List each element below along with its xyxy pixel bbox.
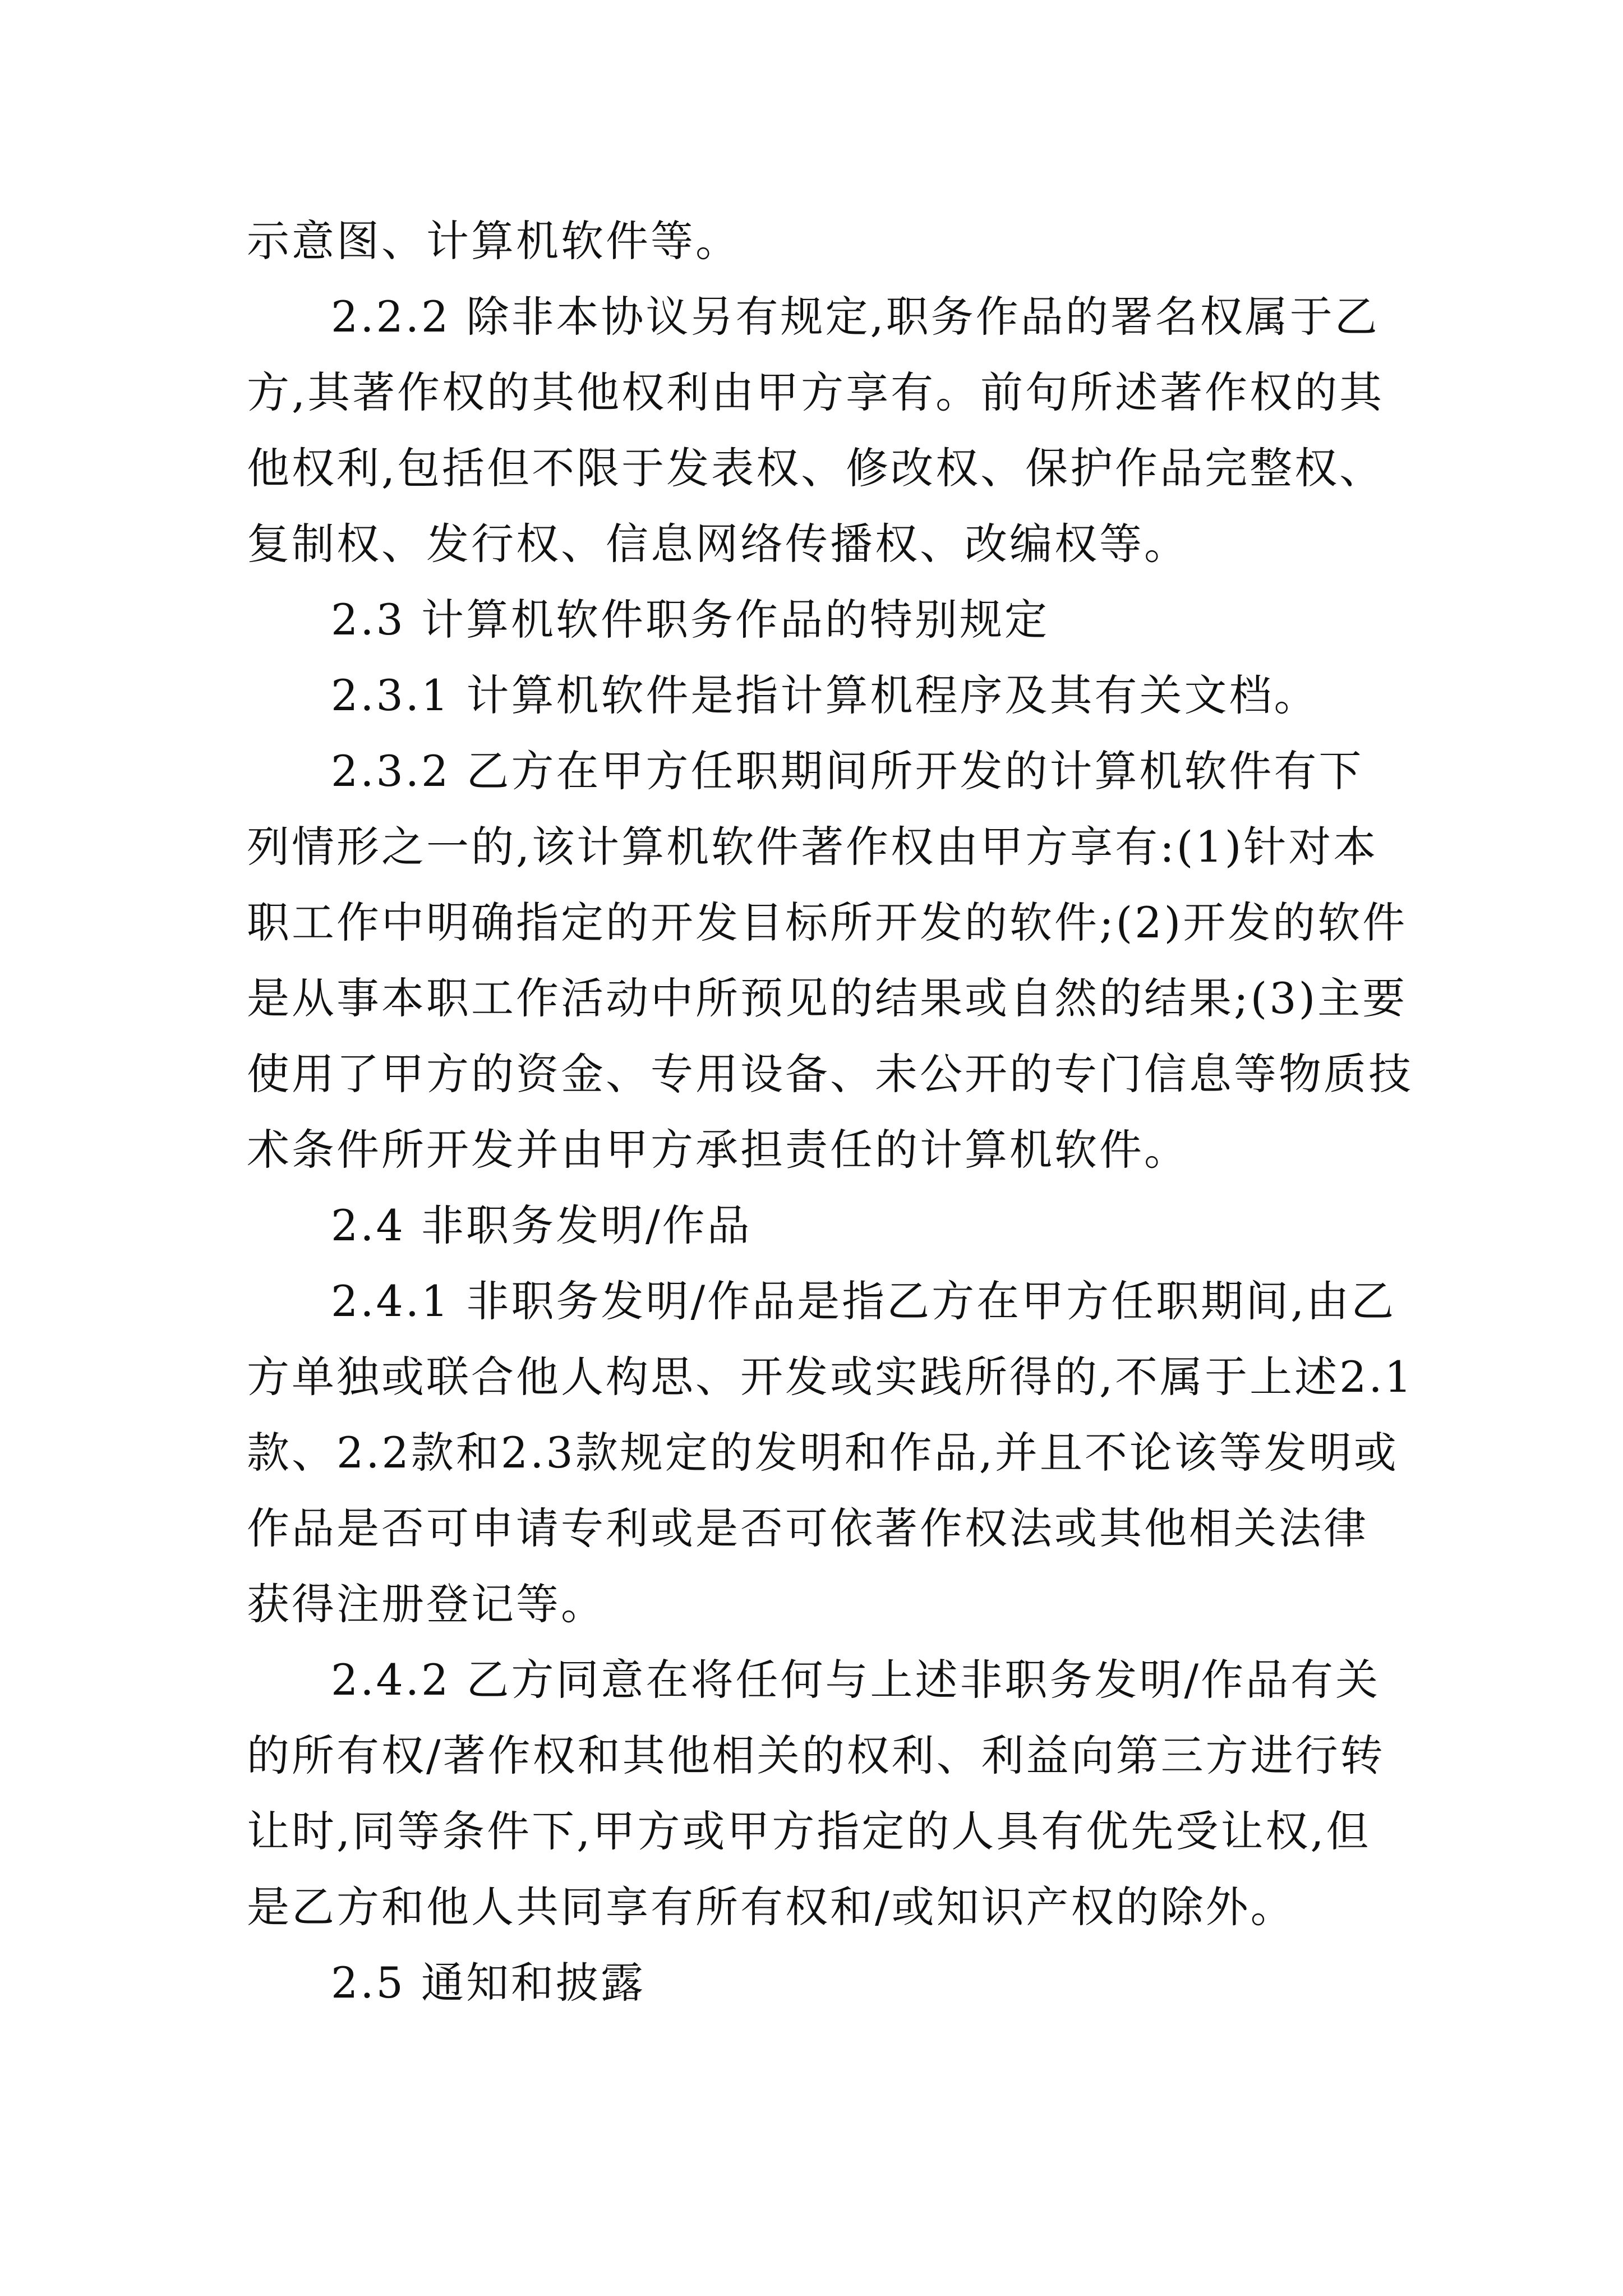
section-heading-2-5: 2.5 通知和披露 — [331, 1958, 646, 2008]
text-line: 职工作中明确指定的开发目标所开发的软件;(2)开发的软件 — [247, 898, 1408, 947]
text-line: 是乙方和他人共同享有所有权和/或知识产权的除外。 — [247, 1882, 1295, 1932]
text-line: 款、2.2款和2.3款规定的发明和作品,并且不论该等发明或 — [247, 1428, 1399, 1478]
clause-2-3-2: 2.3.2 乙方在甲方任职期间所开发的计算机软件有下 — [331, 746, 1364, 796]
text-line: 让时,同等条件下,甲方或甲方指定的人具有优先受让权,但 — [247, 1806, 1371, 1856]
text-line: 列情形之一的,该计算机软件著作权由甲方享有:(1)针对本 — [247, 822, 1378, 872]
clause-2-2-2: 2.2.2 除非本协议另有规定,职务作品的署名权属于乙 — [331, 292, 1380, 342]
text-line: 作品是否可申请专利或是否可依著作权法或其他相关法律 — [247, 1503, 1368, 1553]
text-line: 的所有权/著作权和其他相关的权利、利益向第三方进行转 — [247, 1731, 1385, 1780]
text-line: 术条件所开发并由甲方承担责任的计算机软件。 — [247, 1125, 1189, 1175]
text-line: 复制权、发行权、信息网络传播权、改编权等。 — [247, 519, 1189, 569]
section-heading-2-4: 2.4 非职务发明/作品 — [331, 1200, 752, 1250]
clause-2-4-2: 2.4.2 乙方同意在将任何与上述非职务发明/作品有关 — [331, 1655, 1381, 1705]
text-line: 他权利,包括但不限于发表权、修改权、保护作品完整权、 — [247, 443, 1385, 493]
clause-2-4-1: 2.4.1 非职务发明/作品是指乙方在甲方任职期间,由乙 — [331, 1276, 1396, 1326]
text-line: 获得注册登记等。 — [247, 1579, 606, 1629]
text-line: 使用了甲方的资金、专用设备、未公开的专门信息等物质技 — [247, 1049, 1413, 1099]
text-line: 示意图、计算机软件等。 — [247, 216, 740, 266]
section-heading-2-3: 2.3 计算机软件职务作品的特别规定 — [331, 595, 1050, 645]
clause-2-3-1: 2.3.1 计算机软件是指计算机程序及其有关文档。 — [331, 670, 1319, 720]
text-line: 是从事本职工作活动中所预见的结果或自然的结果;(3)主要 — [247, 973, 1408, 1023]
text-line: 方,其著作权的其他权利由甲方享有。前句所述著作权的其 — [247, 367, 1385, 417]
text-line: 方单独或联合他人构思、开发或实践所得的,不属于上述2.1 — [247, 1352, 1414, 1402]
